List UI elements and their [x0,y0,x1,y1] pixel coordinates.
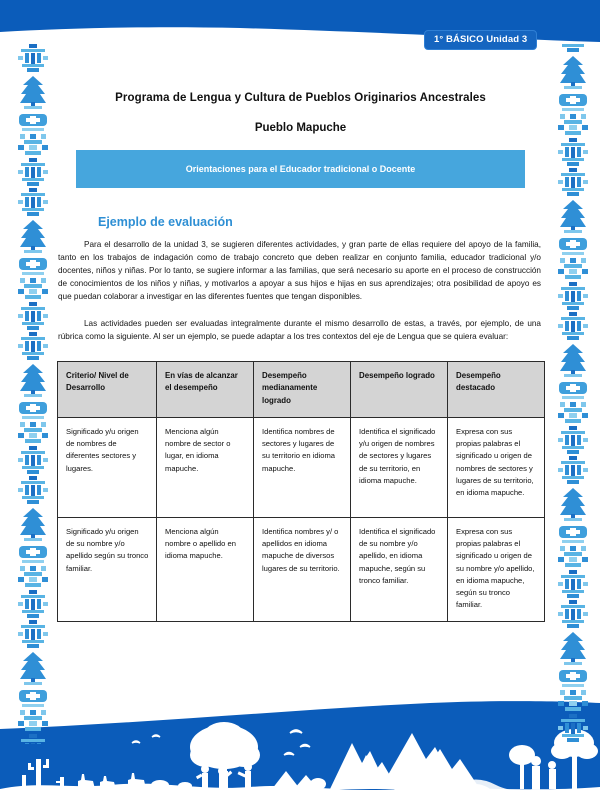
unit-badge: 1° BÁSICO Unidad 3 [424,30,537,50]
cell-r1c1: Significado y/u origen de nombres de diferentes sectores y lugares. [58,417,157,517]
column-header-logrado: Desempeño logrado [351,361,448,417]
left-decorative-border [16,44,50,744]
cell-r2c2: Menciona algún nombre o apellido en idioma mapuche. [157,517,254,621]
column-header-criterio: Criterio/ Nivel de Desarrollo [58,361,157,417]
orientation-banner: Orientaciones para el Educador tradicional o Docente [76,150,525,188]
rubric-table [57,361,545,622]
paragraph-1: Para el desarrollo de la unidad 3, se sugieren diferentes actividades, y gran parte de ellas requiere del apoyo de la familia, tanto en los trabajos de indagación como de trabajo concreto que deben realizar en conjunto familia, educador tradicional y/o docentes, niños y niñas. Por lo tanto, se sugiere informar a las familias, que será necesario su aporte en el proceso de construcción de conocimientos de los niños y niñas, y motivarlos a apoyar a sus hijos e hijas en sus aprendizajes; otra posibilidad de apoyo es que puedan colaborar a investigar en las diferentes fuentes que tengan disponibles. [58,240,541,301]
cell-r2c4: Identifica el significado de su nombre y/o apellido, en idioma mapuche, según su tronco familiar. [351,517,448,621]
page-title: Programa de Lengua y Cultura de Pueblos Originarios Ancestrales [115,92,486,104]
cell-r1c3: Identifica nombres de sectores y lugares de su territorio en idioma mapuche. [254,417,351,517]
cell-r1c5: Expresa con sus propias palabras el significado u origen de nombres de sectores y lugares de su territorio, en idioma mapuche. [448,417,545,517]
right-decorative-border [556,44,590,744]
cell-r2c1: Significado y/u origen de su nombre y/o apellido según su tronco familiar. [58,517,157,621]
cell-r1c4: Identifica el significado y/u origen de nombres de sectores y lugares de su territorio, en idioma mapuche. [351,417,448,517]
table-row [58,517,545,621]
page-subtitle: Pueblo Mapuche [254,122,347,134]
table-row [58,417,545,517]
column-header-destacado: Desempeño destacado [448,361,545,417]
cell-r2c3: Identifica nombres y/ o apellidos en idioma mapuche de diversos lugares de su territorio. [254,517,351,621]
cell-r1c2: Menciona algún nombre de sector o lugar, en idioma mapuche. [157,417,254,517]
rubric-table-wrapper [57,361,544,622]
section-heading: Ejemplo de evaluación [98,215,233,229]
paragraph-2: Las actividades pueden ser evaluadas integralmente durante el mismo desarrollo de estas, a través, por ejemplo, de una rúbrica como la siguiente. Al ser un ejemplo, se puede adaptar a los tres contextos del eje de Lengua que se quiera evaluar: [58,318,541,341]
document-content [57,0,544,622]
column-header-en-vias: En vías de alcanzar el desempeño [157,361,254,417]
column-header-medianamente: Desempeño medianamente logrado [254,361,351,417]
bottom-landscape-illustration [0,685,600,800]
cell-r2c5: Expresa con sus propias palabras el significado u origen de su nombre y/o apellido, en idioma mapuche, según su tronco familiar. [448,517,545,621]
table-header-row [58,361,545,417]
